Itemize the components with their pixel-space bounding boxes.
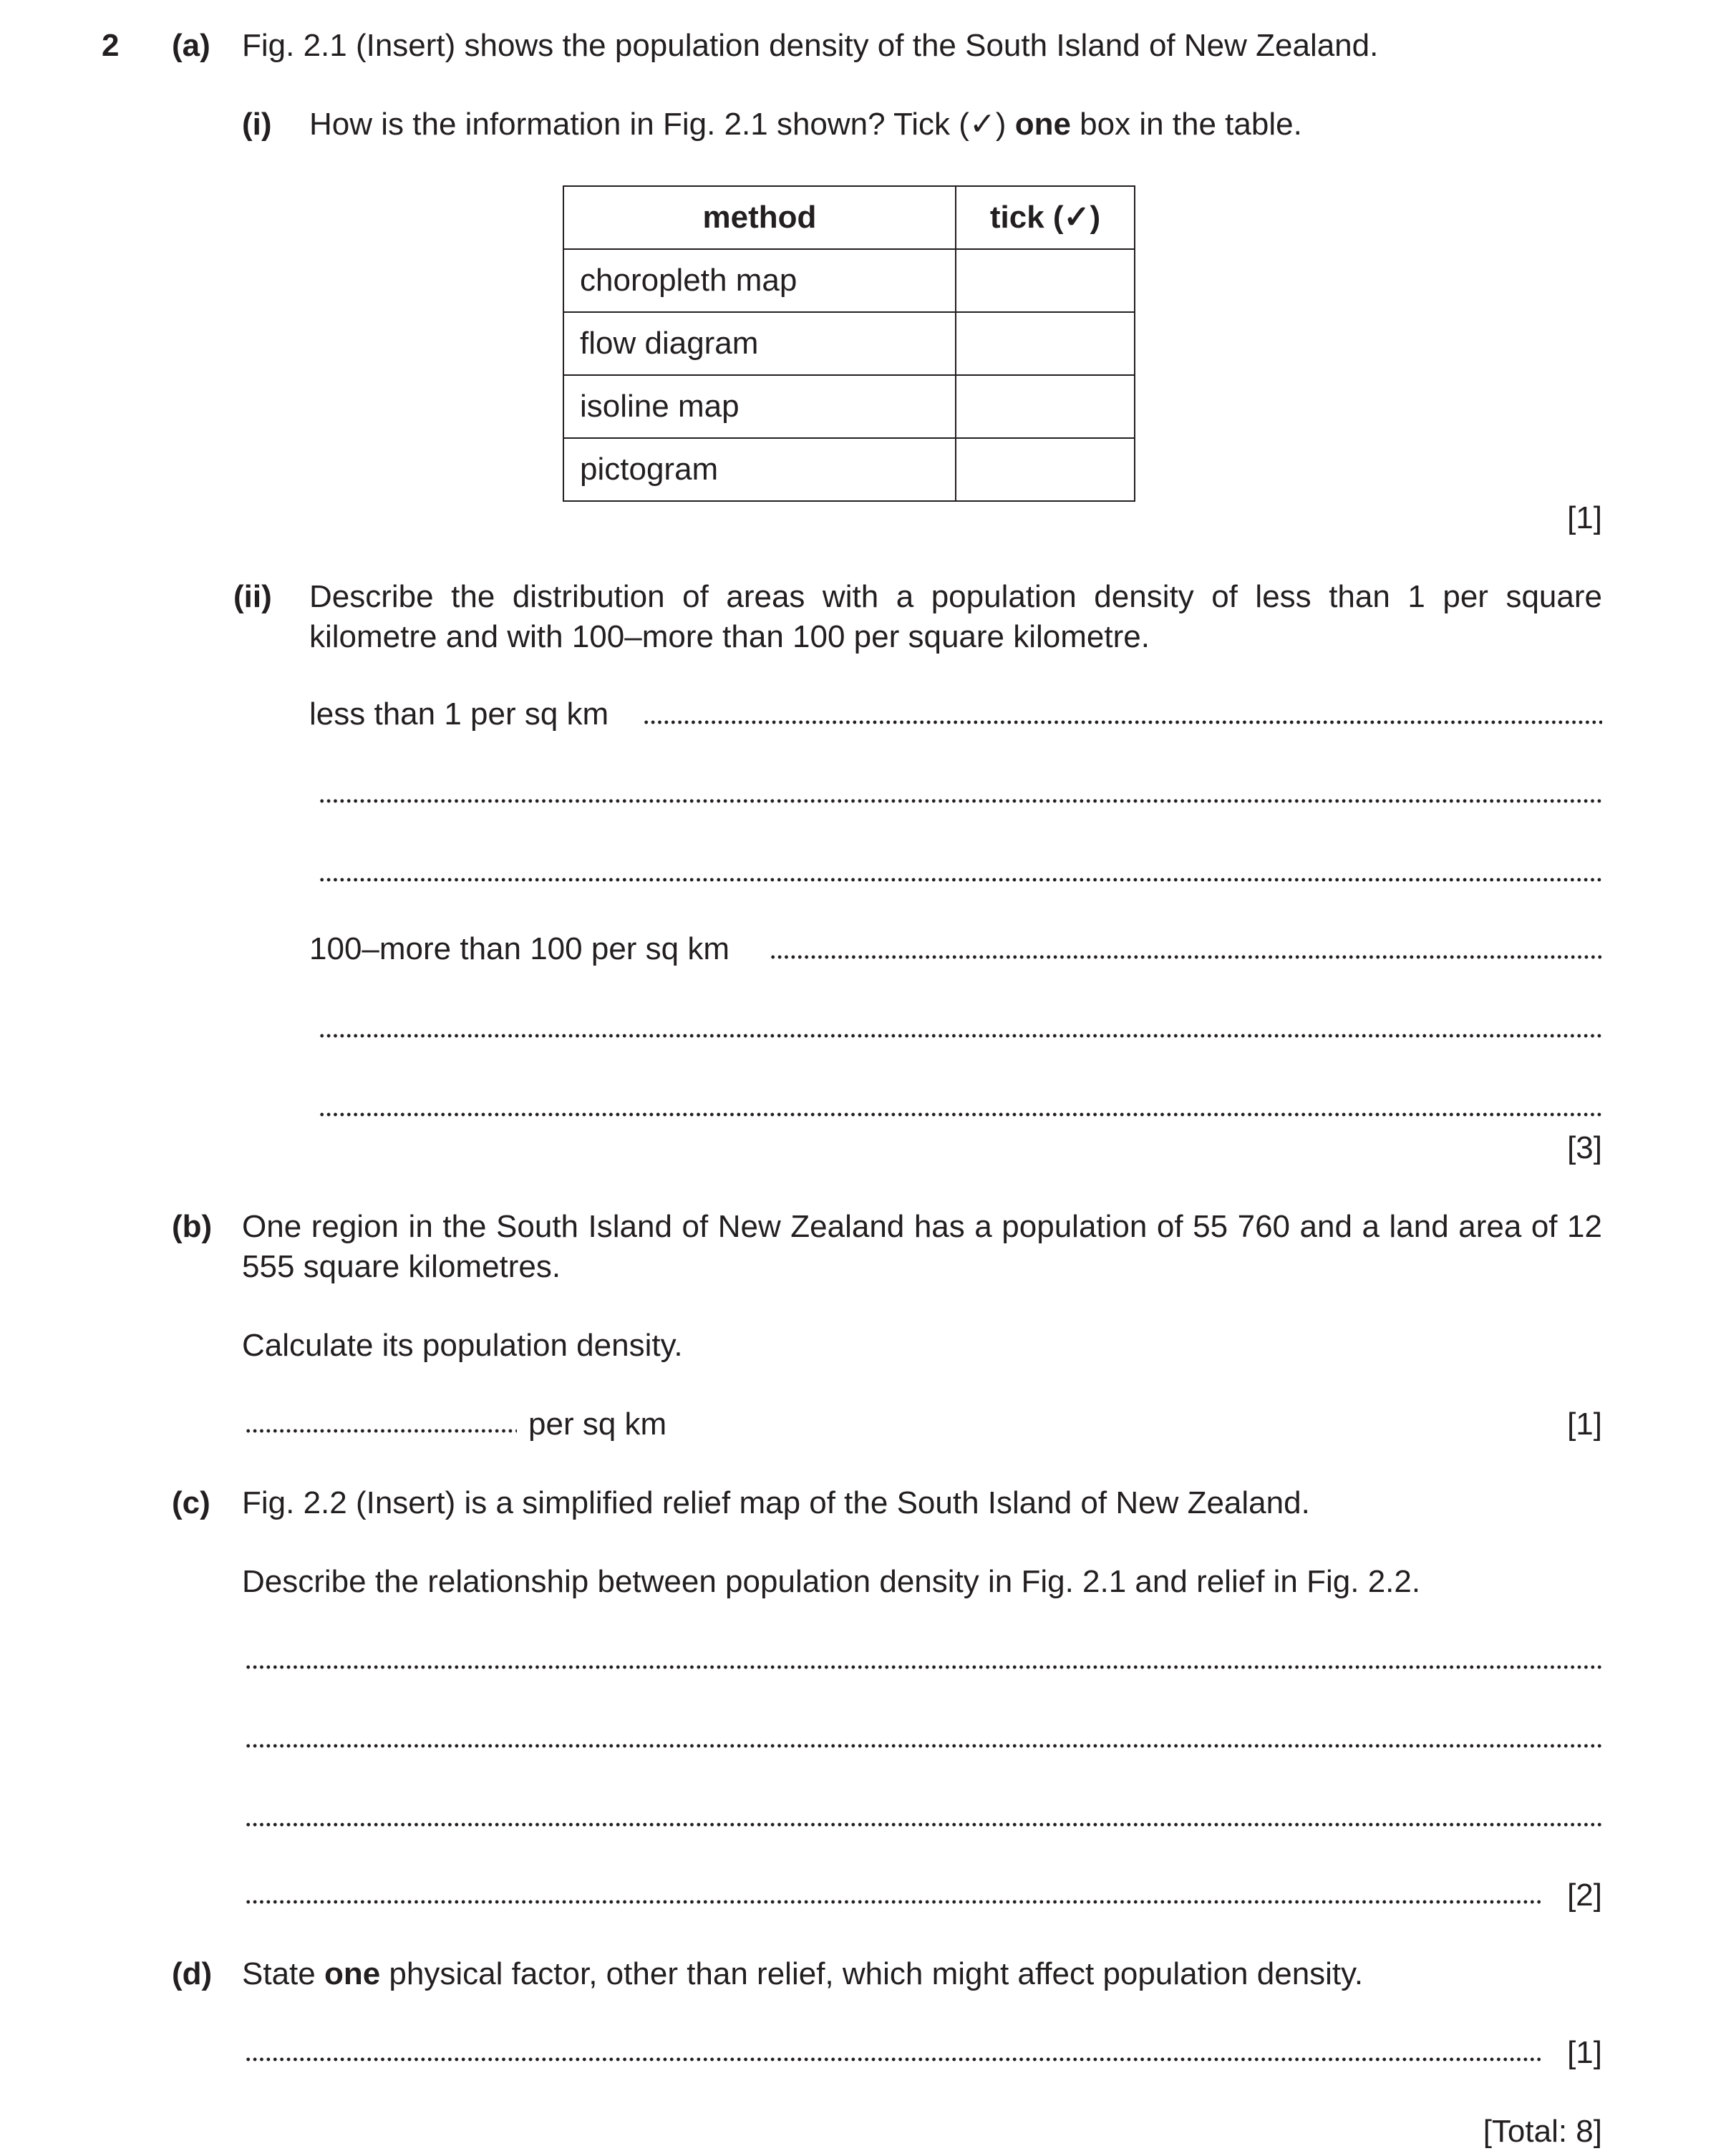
table-row	[563, 375, 1135, 438]
tick-box-choropleth-map[interactable]	[956, 249, 1135, 312]
part-d-marks: [1]	[1567, 2035, 1602, 2070]
sub-i-marks: [1]	[1567, 500, 1602, 535]
part-b-label: (b)	[172, 1209, 213, 1244]
sub-i-label: (i)	[242, 107, 272, 142]
sub-i-text-before: How is the information in Fig. 2.1 shown? Tick (✓)	[309, 107, 1015, 142]
answer-line-c-1[interactable]	[245, 1665, 1602, 1669]
part-b-instruction: Calculate its population density.	[242, 1328, 683, 1363]
method-tick-table	[563, 185, 1135, 502]
part-b-unit: per sq km	[528, 1407, 667, 1442]
part-c-instruction: Describe the relationship between population density in Fig. 2.1 and relief in Fig. 2.2.	[242, 1564, 1421, 1599]
answer-line-100-more-3[interactable]	[319, 1112, 1602, 1117]
question-total: [Total: 8]	[1483, 2114, 1602, 2149]
header-tick: tick (✓)	[956, 186, 1135, 249]
sub-ii-question: Describe the distribution of areas with a population density of less than 1 per square kilometre and with 100–more than 100 per square kilometre.	[309, 579, 1602, 654]
part-d-text-bold: one	[324, 1956, 381, 1991]
question-number: 2	[102, 28, 120, 63]
sub-i-question	[309, 105, 1302, 145]
sub-ii-label: (ii)	[233, 579, 272, 614]
answer-line-d[interactable]	[245, 2057, 1541, 2062]
header-method: method	[563, 186, 956, 249]
sub-i-text-after: box in the table.	[1070, 107, 1302, 142]
method-flow-diagram: flow diagram	[563, 312, 956, 375]
table-row	[563, 438, 1135, 501]
prompt-100-more: 100–more than 100 per sq km	[309, 931, 730, 966]
method-pictogram: pictogram	[563, 438, 956, 501]
sub-i-text-bold: one	[1014, 107, 1071, 142]
sub-ii-marks: [3]	[1567, 1130, 1602, 1165]
tick-box-isoline-map[interactable]	[956, 375, 1135, 438]
part-c-stem: Fig. 2.2 (Insert) is a simplified relief map of the South Island of New Zealand.	[242, 1485, 1310, 1520]
answer-line-100-more-2[interactable]	[319, 1034, 1602, 1038]
table-row	[563, 249, 1135, 312]
tick-box-pictogram[interactable]	[956, 438, 1135, 501]
part-d-text-after: physical factor, other than relief, which might affect population density.	[380, 1956, 1364, 1991]
table-header-row	[563, 186, 1135, 249]
part-a-label: (a)	[172, 28, 210, 63]
answer-line-c-3[interactable]	[245, 1822, 1602, 1827]
prompt-less-than-1: less than 1 per sq km	[309, 696, 609, 732]
table-row	[563, 312, 1135, 375]
answer-line-less-than-1-2[interactable]	[319, 799, 1602, 803]
method-isoline-map: isoline map	[563, 375, 956, 438]
answer-line-density[interactable]	[245, 1429, 517, 1433]
answer-line-less-than-1-3[interactable]	[319, 878, 1602, 882]
part-b-text: One region in the South Island of New Zealand has a population of 55 760 and a land area of 12 555 square kilometres.	[242, 1209, 1602, 1284]
answer-line-c-2[interactable]	[245, 1744, 1602, 1748]
part-c-marks: [2]	[1567, 1878, 1602, 1913]
answer-line-c-4[interactable]	[245, 1900, 1541, 1904]
tick-box-flow-diagram[interactable]	[956, 312, 1135, 375]
part-a-stem: Fig. 2.1 (Insert) shows the population density of the South Island of New Zealand.	[242, 28, 1379, 63]
method-choropleth-map: choropleth map	[563, 249, 956, 312]
answer-line-less-than-1-1[interactable]	[643, 720, 1602, 724]
part-d-label: (d)	[172, 1956, 213, 1991]
answer-line-100-more-1[interactable]	[770, 955, 1602, 959]
part-d-text-before: State	[242, 1956, 324, 1991]
part-c-label: (c)	[172, 1485, 210, 1520]
part-d-question	[242, 1954, 1363, 1994]
part-b-marks: [1]	[1567, 1407, 1602, 1442]
